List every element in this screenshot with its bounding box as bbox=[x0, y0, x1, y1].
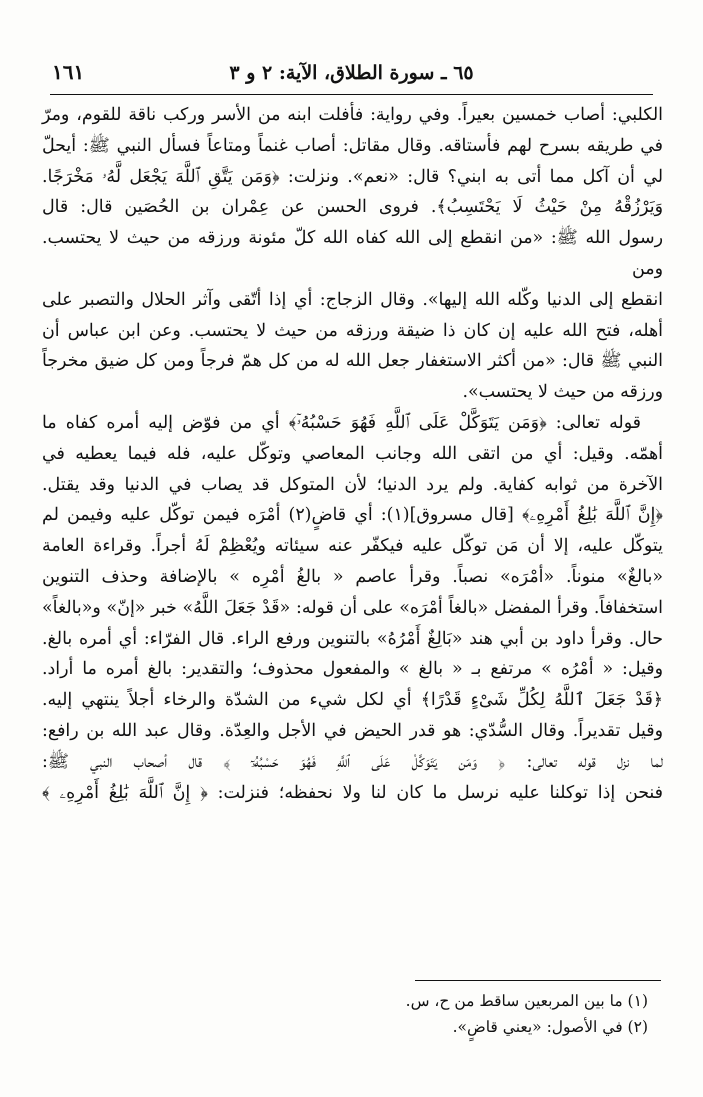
text-line: الآخرة من ثوابه كفاية. ولم يرد الدنيا؛ لأن المتوكل قد يصاب في الدنيا وقد يقتل. bbox=[42, 474, 663, 495]
running-title: ٦٥ ـ سورة الطلاق، الآية: ٢ و ٣ bbox=[229, 62, 474, 84]
text-line: أهمّه. وقيل: أي من اتقى الله وجانب المعاصي وتوكّل عليه، فله فيما يعطيه في bbox=[42, 443, 663, 464]
text-line: «بالغٌ» منوناً. «أمْرَه» نصباً. وقرأ عاصم « بالغُ أمْرِه » بالإضافة وحذف التنوين bbox=[42, 566, 663, 587]
text-line: رسول الله ﷺ: «من انقطع إلى الله كفاه الله كلّ مئونة ورزقه من حيث لا يحتسب. ومن bbox=[42, 228, 663, 279]
footnote: (١) ما بين المربعين ساقط من ح، س. bbox=[405, 992, 648, 1010]
text-line: حال. وقرأ داود بن أبي هند «بَالِغٌ أَمْرُهُ» بالتنوين ورفع الراء. قال الفرّاء: أي أمره بالغ. bbox=[42, 628, 663, 649]
page-number: ١٦١ bbox=[52, 60, 85, 84]
main-text bbox=[42, 100, 663, 808]
text-line: ﴿قَدْ جَعَلَ ٱللَّهُ لِكُلِّ شَىْءٍ قَدْرًا﴾ أي لكل شيء من الشدّة والرخاء أجلاً ينتهي إليه. bbox=[42, 690, 663, 711]
text-line: لي أن آكل مما أتى به ابني؟ قال: «نعم». ونزلت: ﴿وَمَن يَتَّقِ ٱللَّهَ يَجْعَل لَّهُۥ مَخْرَجًا. bbox=[42, 166, 663, 187]
text-line: ورزقه من حيث لا يحتسب». bbox=[462, 382, 663, 403]
running-header bbox=[50, 58, 653, 95]
text-line: وقيل تقديراً. وقال السُّدّي: هو قدر الحيض في الأجل والعِدّة. وقال عبد الله بن رافع: bbox=[42, 720, 663, 741]
text-line: وَيَرْزُقْهُ مِنْ حَيْثُ لَا يَحْتَسِبُ﴾. فروى الحسن عن عِمْران بن الحُصَين قال: قال bbox=[42, 197, 663, 218]
text-line: أهله، فتح الله عليه إن كان ذا ضيقة ورزقه من حيث لا يحتسب. وعن ابن عباس أن bbox=[42, 320, 663, 341]
footnotes bbox=[60, 988, 648, 1040]
text-line: فنحن إذا توكلنا عليه نرسل ما كان لنا ولا نحفظه؛ فنزلت: ﴿ إِنَّ ٱللَّهَ بَٰلِغُ أَمْرِهِۦ ﴾ bbox=[42, 782, 663, 803]
text-line: انقطع إلى الدنيا وكّله الله إليها». وقال الزجاج: أي إذا أتّقى وآثر الحلال والتصبر على bbox=[42, 289, 663, 310]
text-line: الكلبي: أصاب خمسين بعيراً. وفي رواية: فأفلت ابنه من الأسر وركب ناقة للقوم، ومرّ bbox=[42, 105, 663, 125]
footnote-divider bbox=[415, 980, 661, 981]
text-line: وقيل: « أمْرُه » مرتفع بـ « بالغ » والمفعول محذوف؛ والتقدير: بالغ أمره ما أراد. bbox=[42, 659, 663, 680]
text-line: النبي ﷺ قال: «من أكثر الاستغفار جعل الله له من كل همّ فرجاً ومن كل ضيق مخرجاً bbox=[42, 351, 663, 372]
text-line: لما نزل قوله تعالى: ﴿ وَمَن يَتَوَكَّلْ عَلَى ٱللَّهِ فَهُوَ حَسْبُهُۥٓ ﴾ قال أصحاب النبي ﷺ: bbox=[42, 751, 663, 772]
footnote: (٢) في الأصول: «يعني قاضٍ». bbox=[452, 1018, 648, 1036]
text-line: استخفافاً. وقرأ المفضل «بالغاً أمْرَه» على أن قوله: «قَدْ جَعَلَ اللَّهُ» خبر «إنّ» و«بالغاً» bbox=[42, 597, 663, 618]
text-line: في طريقه بسرح لهم فأستاقه. وقال مقاتل: أصاب غنماً ومتاعاً فسأل النبي ﷺ: أيحلّ bbox=[42, 135, 663, 156]
text-line: يتوكّل عليه، إلا أن مَن توكّل عليه فيكفّر عنه سيئاته ويُعْظِمْ لَهُ أجراً. وقراءة العامة bbox=[42, 536, 663, 557]
text-line: ﴿إِنَّ ٱللَّهَ بَٰلِغُ أَمْرِهِۦ﴾ [قال مسروق](١): أي قاضٍ(٢) أمْرَه فيمن توكّل عليه وفيمن لم bbox=[42, 505, 663, 526]
text-line: قوله تعالى: ﴿وَمَن يَتَوَكَّلْ عَلَى ٱللَّهِ فَهُوَ حَسْبُهُۥٓ﴾ أي من فوّض إليه أمره كفاه ما bbox=[42, 412, 641, 433]
